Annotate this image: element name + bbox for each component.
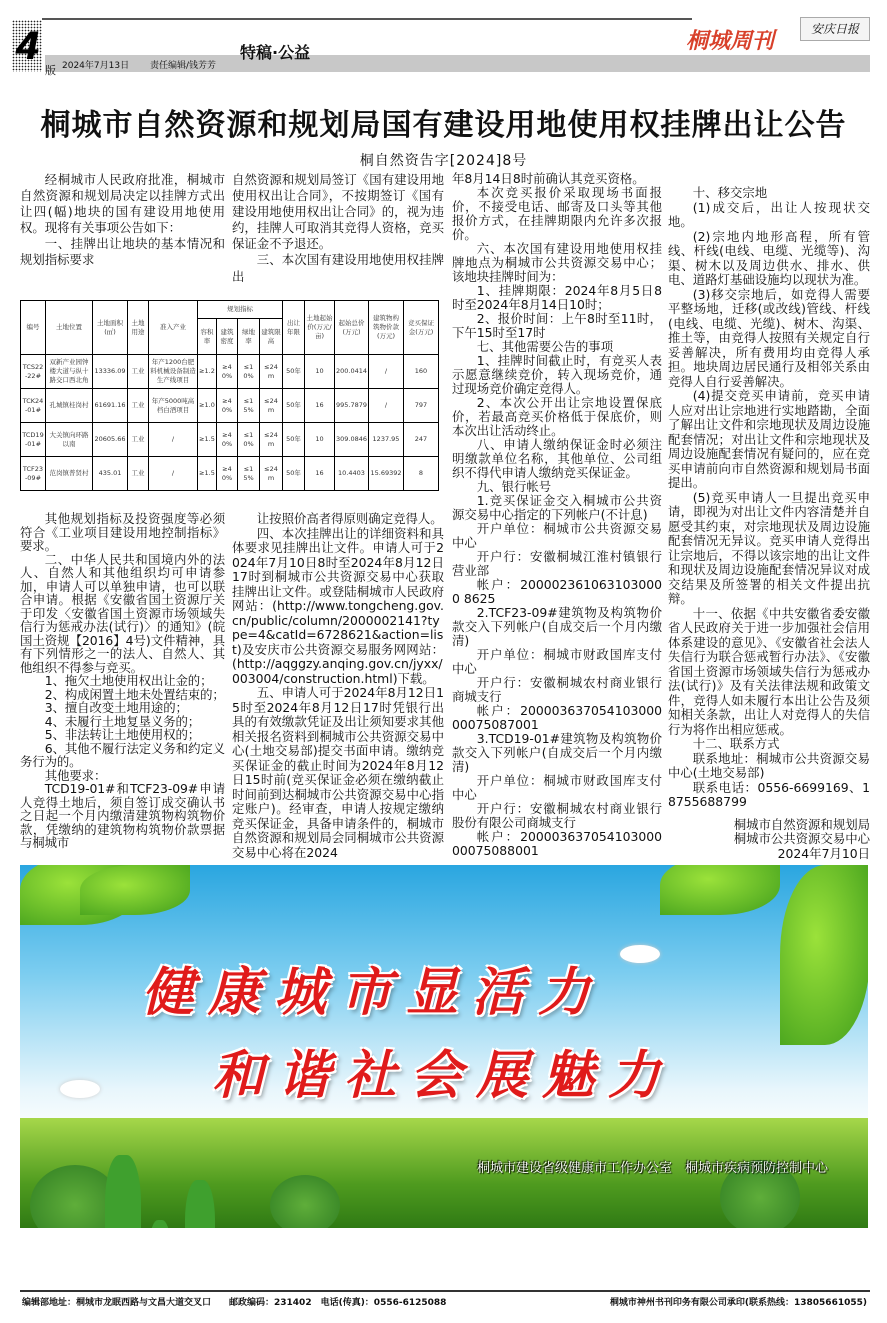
leaves-decoration — [780, 865, 868, 1045]
header-cell: 编号 — [21, 301, 46, 355]
paragraph: 2、本次公开出让宗地设置保底价，若最高竞买价格低于保底价，则本次出让活动终止。 — [452, 395, 662, 438]
paragraph: 九、银行帐号 — [476, 479, 552, 494]
tree — [270, 1175, 340, 1228]
paragraph: 十、移交宗地 — [692, 185, 768, 200]
table-cell: 50年 — [283, 355, 305, 389]
paragraph: (4)提交竞买申请前，竞买申请人应对出让宗地进行实地踏勘，全面了解出让文件和宗地现状及周边设施配套情况；对出让文件和宗地现状及周边设施配套情况有疑问的，应在竞买申请前向市自然资源和规划局书面提出。 — [668, 388, 870, 490]
header-cell: 土地用途 — [128, 301, 149, 355]
paragraph: (1)成交后，出让人按现状交地。 — [668, 199, 870, 229]
table-cell: 50年 — [283, 423, 305, 457]
leaves-decoration — [660, 865, 780, 915]
table-cell: ≥1.2 — [198, 355, 217, 389]
table-row — [21, 355, 439, 389]
slogan-line-2: 和谐社会展魅力 — [212, 1045, 675, 1106]
paragraph: 2.TCF23-09#建筑物及构筑物价款交入下列帐户(自成交后一个月内缴清) — [452, 605, 662, 648]
table-cell: 10.4403 — [335, 457, 369, 491]
table-cell: ≤15% — [238, 389, 260, 423]
publication-logo: 桐城周刊 — [686, 28, 775, 54]
paragraph: 5、非法转让土地使用权的； — [44, 727, 201, 742]
header-cell: 土地起始价(万元/亩) — [305, 301, 335, 355]
signature-line: 桐城市公共资源交易中心 — [733, 831, 870, 846]
table-cell: / — [369, 355, 404, 389]
paragraph: 1.竞买保证金交入桐城市公共资源交易中心指定的下列帐户(不计息) — [452, 493, 662, 522]
table-cell: 工业 — [128, 389, 149, 423]
editor: 责任编辑/钱芳芳 — [150, 61, 217, 71]
table-cell: 1237.95 — [369, 423, 404, 457]
table-cell: / — [149, 457, 198, 491]
table-cell: 15.69392 — [369, 457, 404, 491]
header-cell: 竞买保证金(万元) — [404, 301, 439, 355]
table-cell: ≥1.5 — [198, 457, 217, 491]
paragraph: 本次竞买报价采取现场书面报价，不接受电话、邮寄及口头等其他报价方式，在挂牌期限内允许多次报价。 — [452, 185, 662, 242]
health-city-banner — [20, 865, 868, 1228]
paragraph: 1、挂牌期限：2024年8月5日8时至2024年8月14日10时； — [452, 283, 662, 312]
paragraph: 年8月14日8时前确认其竞买资格。 — [452, 171, 645, 186]
issue-date: 2024年7月13日 — [62, 61, 130, 71]
paragraph: 帐户：20000363705410300000075087001 — [452, 703, 662, 732]
dove-icon — [60, 1080, 100, 1098]
column-1-bottom — [20, 512, 225, 850]
paragraph: 十二、联系方式 — [692, 736, 780, 751]
table-cell: 10 — [305, 423, 335, 457]
table-cell: 435.01 — [93, 457, 128, 491]
table-cell: 大关镇向环路以南 — [46, 423, 93, 457]
table-row — [21, 389, 439, 423]
table-cell: 年产1200台肥料机械设备制造生产线项目 — [149, 355, 198, 389]
paragraph: 让按照价高者得原则确定竞得人。 — [256, 511, 443, 526]
paragraph: 三、本次国有建设用地使用权挂牌出 — [232, 252, 444, 284]
slogan-line-1: 健康城市显活力 — [142, 962, 605, 1023]
paragraph: 3.TCD19-01#建筑物及构筑物价款交入下列帐户(自成交后一个月内缴清) — [452, 731, 662, 774]
table-cell: ≤24m — [260, 355, 283, 389]
table-cell: 双新产业园钟楼大道与纵十路交口西北角 — [46, 355, 93, 389]
table-cell: 247 — [404, 423, 439, 457]
dove-icon — [620, 945, 660, 963]
table-row — [21, 457, 439, 491]
paragraph: 3、擅自改变土地用途的； — [44, 700, 188, 715]
paragraph: 八、申请人缴纳保证金时必须注明缴款单位名称，其他单位、公司组织不得代申请人缴纳竞买保证金。 — [452, 437, 662, 480]
paragraph: (2)宗地内地形高程，所有管线、杆线(电线、电缆、光缆等)、沟渠、树木以及周边供水、排水、供电、道路灯基础设施均以现状为准。 — [668, 228, 870, 287]
header-cell: 起始总价(万元) — [335, 301, 369, 355]
table-cell: ≤10% — [238, 423, 260, 457]
header-cell: 准入产业 — [149, 301, 198, 355]
header-cell: 建筑密度 — [217, 319, 238, 355]
column-4 — [668, 186, 870, 861]
paragraph: 开户行：安徽桐城农村商业银行商城支行 — [452, 675, 662, 704]
column-3 — [452, 172, 662, 858]
paragraph: 联系地址：桐城市公共资源交易中心(土地交易部) — [668, 750, 870, 780]
table-cell: ≤24m — [260, 457, 283, 491]
paragraph: 自然资源和规划局签订《国有建设用地使用权出让合同》，不按期签订《国有建设用地使用权出让合同》的，视为违约，挂牌人可取消其竞得人资格，竞买保证金不予退还。 — [232, 172, 444, 252]
paragraph: 经桐城市人民政府批准，桐城市自然资源和规划局决定以挂牌方式出让四(幅)地块的国有建设用地使用权。现将有关事项公告如下： — [20, 172, 225, 236]
paragraph: 七、其他需要公告的事项 — [476, 339, 614, 354]
paragraph: 四、本次挂牌出让的详细资料和具体要求见挂牌出让文件。申请人可于2024年7月10日8时至2024年8月12日17时到桐城市公共资源交易中心获取挂牌出让文件。或登陆桐城市人民政府网站：(http://www.tongcheng.gov.cn/public/column/2000002141?type=4&catId=6728621&action=list)及安庆市公共资源交易服务网网站：(http://aqggzy.anqing.gov.cn/jyxx/003004/construction.html)下载。 — [232, 525, 444, 686]
header-cell: 建筑物构筑物价款(万元) — [369, 301, 404, 355]
family-silhouette — [105, 1155, 141, 1228]
footer-address: 编辑部地址：桐城市龙眠西路与文昌大道交叉口 邮政编码：231402 电话(传真)：0556-6125088 — [22, 1298, 447, 1308]
table-cell: ≤24m — [260, 389, 283, 423]
banner-sponsor: 桐城市建设省级健康市工作办公室 桐城市疾病预防控制中心 — [476, 1161, 828, 1176]
leaves-decoration — [80, 865, 190, 915]
table-cell: ≥40% — [217, 389, 238, 423]
article-title: 桐城市自然资源和规划局国有建设用地使用权挂牌出让公告 — [40, 108, 847, 143]
paragraph: 六、本次国有建设用地使用权挂牌地点为桐城市公共资源交易中心；该地块挂牌时间为： — [452, 241, 662, 284]
table-cell: TCS22-22# — [21, 355, 46, 389]
column-1-top — [20, 172, 225, 269]
paragraph: 其他要求： — [44, 767, 107, 783]
header-cell: 规划指标 — [198, 301, 283, 319]
table-cell: 8 — [404, 457, 439, 491]
edition-number: 4 — [16, 24, 39, 68]
paragraph: 二、中华人民共和国境内外的法人、自然人和其他组织均可申请参加，申请人可以单独申请，也可以联合申请。根据《安徽省国土资源厅关于印发〈安徽省国土资源市场领域失信行为惩戒办法(试行)〉的通知》(皖国土资规【2016】4号)文件精神，具有下列情形之一的法人、自然人、其他组织不得参与竞买。 — [20, 551, 225, 675]
table-cell: 50年 — [283, 389, 305, 423]
header-cell: 建筑限高 — [260, 319, 283, 355]
paragraph: 开户单位：桐城市财政国库支付中心 — [452, 647, 662, 676]
paragraph: 1、挂牌时间截止时，有竞买人表示愿意继续竞价，转入现场竞价，通过现场竞价确定竞得人。 — [452, 353, 662, 396]
table-cell: / — [369, 389, 404, 423]
table-cell: ≥40% — [217, 355, 238, 389]
table-cell: ≤15% — [238, 457, 260, 491]
header-cell: 绿地率 — [238, 319, 260, 355]
table-cell: ≥40% — [217, 423, 238, 457]
paragraph: 开户行：安徽桐城农村商业银行股份有限公司商城支行 — [452, 801, 662, 830]
header-cell: 出让年限 — [283, 301, 305, 355]
paragraph: 开户行：安徽桐城江淮村镇银行营业部 — [452, 549, 662, 578]
paragraph: 2、构成闲置土地未处置结束的； — [44, 686, 225, 702]
table-cell: TCF23-09# — [21, 457, 46, 491]
table-cell: 年产5000吨高档白酒项目 — [149, 389, 198, 423]
header-rule — [42, 18, 692, 20]
column-2-bottom — [232, 512, 444, 860]
section-name: 特稿·公益 — [240, 43, 311, 62]
signature-date: 2024年7月10日 — [777, 845, 870, 861]
table-cell: 范岗镇普贤村 — [46, 457, 93, 491]
column-2-top — [232, 172, 444, 285]
table-cell: 16 — [305, 389, 335, 423]
land-parcel-table — [20, 300, 439, 491]
footer-printer: 桐城市神州书刊印务有限公司承印(联系热线：13805661055) — [609, 1298, 867, 1308]
document-number: 桐自然资告字[2024]8号 — [359, 153, 528, 169]
table-cell: ≥1.0 — [198, 389, 217, 423]
paragraph: 其他规划指标及投资强度等必须符合《工业项目建设用地控制指标》要求。 — [20, 511, 225, 553]
table-cell: / — [149, 423, 198, 457]
table-cell: 工业 — [128, 457, 149, 491]
table-cell: TCD19-01# — [21, 423, 46, 457]
header-cell: 土地位置 — [46, 301, 93, 355]
table-cell: 200.0414 — [335, 355, 369, 389]
paragraph: (3)移交宗地后，如竞得人需要平整场地，迁移(或改线)管线、杆线(电线、电缆、光缆)、树木、沟渠、推土等，由竞得人按照有关规定自行妥善解决，所有费用均由竞得人承担。地块周边居民通行及相邻关系由竞得人自行妥善解决。 — [668, 286, 870, 389]
table-cell: ≥1.5 — [198, 423, 217, 457]
table-cell: 20605.66 — [93, 423, 128, 457]
edition-number-box — [12, 20, 42, 72]
table-cell: 61691.16 — [93, 389, 128, 423]
table-cell: 160 — [404, 355, 439, 389]
table-cell: 309.0846 — [335, 423, 369, 457]
paragraph: 联系电话：0556-6699169、18755688799 — [668, 779, 870, 809]
paragraph: TCD19-01#和TCF23-09#申请人竞得土地后，须自签订成交确认书之日起一个月内缴清建筑物构筑物价款，凭缴纳的建筑物构筑物价款票据与桐城市 — [20, 781, 225, 850]
paragraph: 一、挂牌出让地块的基本情况和规划指标要求 — [20, 236, 225, 268]
paragraph: 开户单位：桐城市财政国库支付中心 — [452, 773, 662, 802]
paragraph: 帐户：2000023610631030000 8625 — [452, 577, 662, 606]
paragraph: 帐户：20000363705410300000075088001 — [452, 829, 662, 858]
table-cell: TCK24-01# — [21, 389, 46, 423]
table-cell: 工业 — [128, 355, 149, 389]
paragraph: 1、拖欠土地使用权出让金的； — [44, 673, 213, 688]
paragraph: 开户单位：桐城市公共资源交易中心 — [452, 521, 662, 550]
table-cell: ≤24m — [260, 423, 283, 457]
header-cell: 土地面积(㎡) — [93, 301, 128, 355]
paragraph: 2、报价时间：上午8时至11时，下午15时至17时 — [452, 311, 662, 340]
table-cell: 16 — [305, 457, 335, 491]
table-cell: ≤10% — [238, 355, 260, 389]
table-cell: 10 — [305, 355, 335, 389]
table-cell: 工业 — [128, 423, 149, 457]
table-cell: 13336.09 — [93, 355, 128, 389]
table-cell: 797 — [404, 389, 439, 423]
signature-line: 桐城市自然资源和规划局 — [733, 816, 870, 832]
table-cell: 50年 — [283, 457, 305, 491]
paragraph: 十一、依据《中共安徽省委安徽省人民政府关于进一步加强社会信用体系建设的意见》、《安徽省社会法人失信行为联合惩戒暂行办法》、《安徽省国土资源市场领域失信行为惩戒办法(试行)》及有关法律法规和政策文件，竞得人如未履行本出让公告及须知相关条款，出让人对竞得人的失信行为将作出相应惩戒。 — [668, 605, 870, 737]
footer-rule — [20, 1290, 870, 1292]
paragraph: 6、其他不履行法定义务和约定义务行为的。 — [20, 740, 225, 769]
table-cell: ≥40% — [217, 457, 238, 491]
table-cell: 995.7879 — [335, 389, 369, 423]
table-row — [21, 423, 439, 457]
paragraph: 五、申请人可于2024年8月12日15时至2024年8月12日17时凭银行出具的有效缴款凭证及出让须知要求其他相关报名资料到桐城市公共资源交易中心(土地交易部)提交书面申请。缴纳竞买保证金的截止时间为2024年8月12日15时前(竞买保证金必须在缴纳截止时间前到达桐城市公共资源交易中心指定账户)。经审查，申请人按规定缴纳竞买保证金，具备申请条件的，桐城市自然资源和规划局会同桐城市公共资源交易中心将在2024 — [232, 685, 444, 860]
paragraph: 4、未履行土地复垦义务的； — [44, 713, 201, 729]
header-cell: 容积率 — [198, 319, 217, 355]
newspaper-logo: 安庆日报 — [800, 17, 870, 41]
edition-suffix: 版 — [45, 64, 56, 77]
paragraph: (5)竞买申请人一旦提出竞买申请，即视为对出让文件内容清楚并自愿受其约束，对宗地现状及周边设施配套情况无异议。竞买申请人竞得出让宗地后，不得以该宗地的出让文件和现状及周边设施配套情况异议对成交结果及所签署的相关文件提出抗辩。 — [668, 489, 870, 606]
table-cell: 孔城镇桂岗村 — [46, 389, 93, 423]
